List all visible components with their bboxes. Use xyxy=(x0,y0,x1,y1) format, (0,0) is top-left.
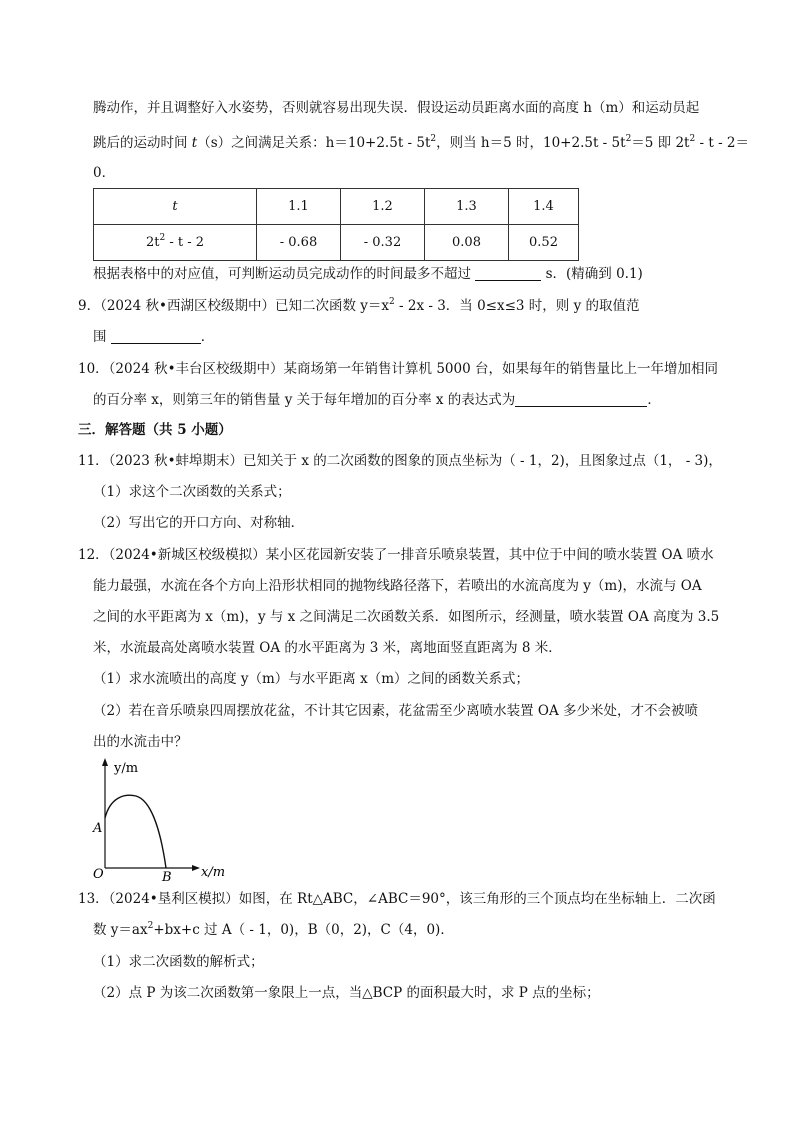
q13-text-b: +bx+c 过 A（ - 1，0)，B（0，2)，C（4，0)． xyxy=(153,922,454,938)
q12-sub-2a: （2）若在音乐喷泉四周摆放花盆，不计其它因素，花盆需至少离喷水装置 OA 多少米处，才不会被喷 xyxy=(93,703,698,719)
q8-text-line-1 xyxy=(93,98,699,118)
q11-line-1: 11．（2023 秋•蚌埠期末）已知关于 x 的二次函数的图象的顶点坐标为（ - 1，2)，且图象过点（1， - 3)， xyxy=(78,453,722,469)
q11-sub-1: （1）求这个二次函数的关系式； xyxy=(93,484,291,500)
q8-sup-3: 2 xyxy=(689,133,696,144)
q12-line-2: 能力最强，水流在各个方向上沿形状相同的抛物线路径落下，若喷出的水流高度为 y（m)，水流与 OA xyxy=(93,578,702,594)
q8-sup-1: 2 xyxy=(430,133,437,144)
q10-text-a: 10．（2024 秋•丰台区校级期中）某商场第一年销售计算机 5000 台，如果每年的销售量比上一年增加相同 xyxy=(78,361,718,377)
table-cell: - 0.68 xyxy=(257,225,341,261)
q9-line-1 xyxy=(78,296,640,316)
x-axis-arrow xyxy=(192,865,200,871)
table-cell: 0.52 xyxy=(509,225,579,261)
q12-line-1: 12．（2024•新城区校级模拟）某小区花园新安装了一排音乐喷泉装置，其中位于中间的喷水装置 OA 喷水 xyxy=(78,547,714,563)
q9-period: ． xyxy=(200,329,215,345)
table-cell: 0.08 xyxy=(425,225,509,261)
q13-text-a: 数 y＝ax xyxy=(93,922,148,938)
table-cell: 1.4 xyxy=(509,189,579,225)
table-row xyxy=(94,225,579,261)
parabola-figure xyxy=(88,756,238,882)
table-row-label-cell: $2t^2$ - t - 2 xyxy=(94,225,257,261)
q10-line-1 xyxy=(78,359,718,379)
q13-sub-1: （1）求二次函数的解析式； xyxy=(93,954,264,970)
q8-var-t: t xyxy=(191,135,198,151)
q9-text-a: 9．（2024 秋•西湖区校级期中）已知二次函数 y＝x xyxy=(78,298,389,314)
y-axis-label: y/m xyxy=(114,761,139,776)
q12-line-4: 米，水流最高处离喷水装置 OA 的水平距离为 3 米，离地面竖直距离为 8 米． xyxy=(93,640,562,656)
section-3-heading: 三．解答题（共 5 小题） xyxy=(78,422,232,438)
q8-line-3-text: 0． xyxy=(93,165,116,181)
q8-line-2-a: 跳后的运动时间 xyxy=(93,135,192,151)
q8-line-2-e: ＝5 即 2t xyxy=(631,135,690,151)
q12-sub-2b: 出的水流击中？ xyxy=(93,734,188,750)
q8-answer-blank[interactable] xyxy=(475,266,541,281)
point-a-label: A xyxy=(93,821,103,836)
q8-answer-line xyxy=(93,264,643,284)
point-b-label: B xyxy=(162,870,172,882)
table-row xyxy=(94,189,579,225)
table-cell: 1.2 xyxy=(341,189,425,225)
value-table xyxy=(93,188,579,261)
q8-text-line-3 xyxy=(93,163,115,183)
q11-sub-2: （2）写出它的开口方向、对称轴． xyxy=(93,515,305,531)
q13-line-1: 13．（2024•垦利区模拟）如图，在 Rt△ABC，∠ABC＝90°，该三角形的三个顶点均在坐标轴上．二次函 xyxy=(78,891,716,907)
q9-answer-blank[interactable] xyxy=(111,329,201,344)
q8-line-2-f: - t - 2＝ xyxy=(695,135,750,151)
q9-text-c: 围 xyxy=(93,329,107,345)
q13-sub-2: （2）点 P 为该二次函数第一象限上一点，当△BCP 的面积最大时，求 P 点的坐标； xyxy=(93,985,600,1001)
q10-line-2 xyxy=(93,390,661,410)
q8-line-1-text: 腾动作，并且调整好入水姿势，否则就容易出现失误．假设运动员距离水面的高度 h（m）和运动员起 xyxy=(93,100,700,116)
q10-period: ． xyxy=(647,392,661,408)
q8-answer-unit: s．(精确到 0.1) xyxy=(545,266,643,282)
q9-line-2 xyxy=(93,327,214,347)
q13-sup: 2 xyxy=(147,920,154,931)
q8-line-2-d: ，则当 h＝5 时，10+2.5t - 5t xyxy=(436,135,626,151)
table-cell: 1.1 xyxy=(257,189,341,225)
q10-text-b: 的百分率 x，则第三年的销售量 y 关于每年增加的百分率 x 的表达式为 xyxy=(93,392,516,408)
table-cell: - 0.32 xyxy=(341,225,425,261)
q10-answer-blank[interactable] xyxy=(515,392,647,407)
q13-line-2 xyxy=(93,920,454,940)
q9-text-b: - 2x - 3．当 0≤x≤3 时，则 y 的取值范 xyxy=(394,298,640,314)
q8-line-2-c: （s）之间满足关系：h＝10+2.5t - 5t xyxy=(197,135,431,151)
table-cell: 1.3 xyxy=(425,189,509,225)
q8-answer-prompt: 根据表格中的对应值，可判断运动员完成动作的时间最多不超过 xyxy=(93,266,471,282)
q12-sub-1: （1）求水流喷出的高度 y（m）与水平距离 x（m）之间的函数关系式； xyxy=(93,671,530,687)
q8-sup-2: 2 xyxy=(625,133,632,144)
water-parabola xyxy=(105,795,166,868)
q12-line-3: 之间的水平距离为 x（m)，y 与 x 之间满足二次函数关系．如图所示，经测量，喷水装置 OA 高度为 3.5 xyxy=(93,609,720,625)
origin-label: O xyxy=(93,867,104,882)
y-axis-arrow xyxy=(102,758,108,766)
table-header-cell: t xyxy=(94,189,257,225)
q9-sup: 2 xyxy=(388,296,395,307)
x-axis-label: x/m xyxy=(201,865,226,880)
q8-text-line-2 xyxy=(93,133,749,153)
